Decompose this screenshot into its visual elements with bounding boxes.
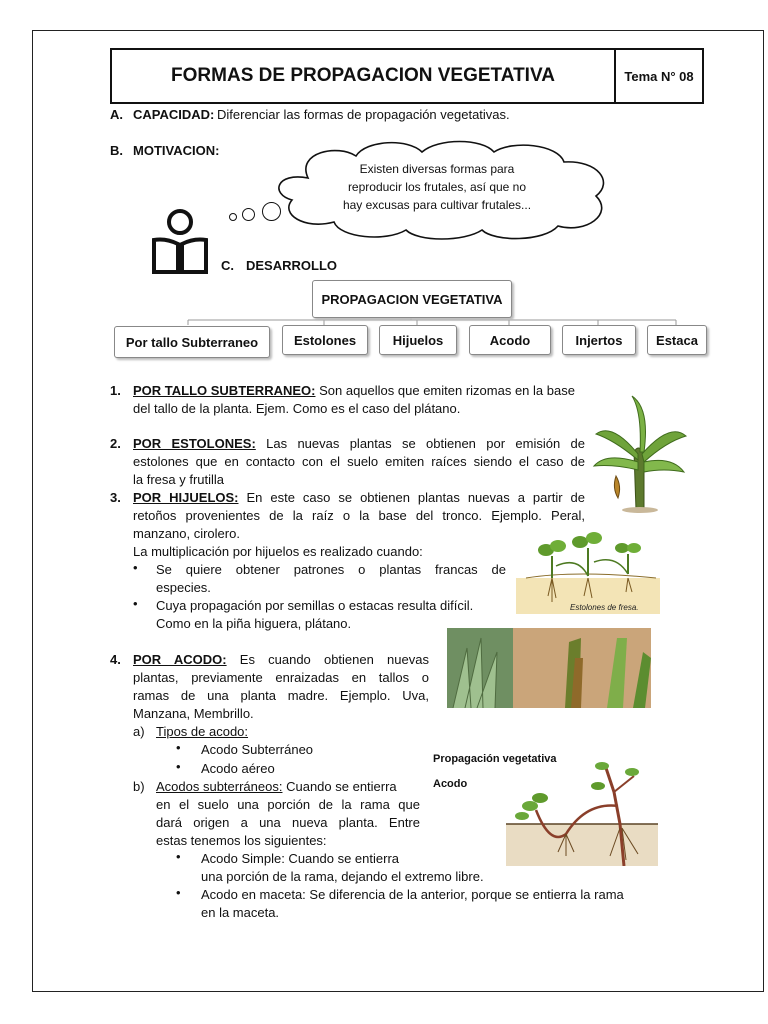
- section-b-letter: B.: [110, 143, 123, 158]
- item4-a-letter: a): [133, 724, 145, 739]
- acodo-type-item: Acodo aéreo: [201, 761, 275, 776]
- item3-label: POR HIJUELOS:: [133, 490, 239, 505]
- item3-line4: La multiplicación por hijuelos es realizado cuando:: [133, 544, 423, 559]
- item3-line3: manzano, cirolero.: [133, 526, 240, 541]
- acodo-type-item: Acodo Subterráneo: [201, 742, 314, 757]
- section-c-letter: C.: [221, 258, 234, 273]
- strawberry-runners-image: [516, 526, 660, 614]
- item3-text: En este caso se obtienen plantas nuevas a partir de: [246, 490, 585, 505]
- page-title: FORMAS DE PROPAGACION VEGETATIVA: [171, 65, 555, 86]
- org-node-hijuelos: Hijuelos: [379, 325, 457, 355]
- item1-label: POR TALLO SUBTERRANEO:: [133, 383, 316, 398]
- item3-line1: [133, 489, 585, 507]
- item4-b-line4: estas tenemos los siguientes:: [156, 833, 327, 848]
- org-node-injertos: Injertos: [562, 325, 636, 355]
- item3-bullet2-line2: Como en la piña higuera, plátano.: [156, 616, 352, 631]
- item4-line2: plantas, previamente enraizadas en tallos o: [133, 670, 429, 685]
- section-a-text: Diferenciar las formas de propagación vegetativas.: [217, 107, 510, 122]
- org-node-tallo: Por tallo Subterraneo: [114, 326, 270, 358]
- cloud-line: reproducir los frutales, así que no: [347, 180, 527, 194]
- cloud-line: hay excusas para cultivar frutales...: [342, 198, 532, 212]
- bullet-dot: •: [176, 885, 181, 900]
- bullet-dot: •: [176, 849, 181, 864]
- acodo-photos-image: [447, 628, 651, 708]
- item3-bullet1-line1: Se quiere obtener patrones o plantas francas de: [156, 562, 506, 577]
- item4-b-text: Cuando se entierra: [286, 779, 397, 794]
- acodo-diagram-title: Propagación vegetativa: [433, 753, 557, 765]
- item4-b-line3: dará origen a una nueva planta. Entre: [156, 815, 420, 830]
- item2-number: 2.: [110, 436, 121, 451]
- item3-number: 3.: [110, 490, 121, 505]
- org-node-estolones: Estolones: [282, 325, 368, 355]
- item3-bullet1-line2: especies.: [156, 580, 211, 595]
- banana-plant-image: [592, 392, 688, 514]
- item4-label: POR ACODO:: [133, 652, 227, 667]
- org-node-estaca: Estaca: [647, 325, 707, 355]
- item4-b-line1: [156, 778, 420, 796]
- item2-label: POR ESTOLONES:: [133, 436, 256, 451]
- item2-text: Las nuevas plantas se obtienen por emisión de: [266, 436, 585, 451]
- sub2-line1: Acodo en maceta: Se diferencia de la anterior, porque se entierra la rama: [201, 887, 624, 902]
- item4-b-letter: b): [133, 779, 145, 794]
- item4-line1: [133, 651, 429, 669]
- section-b-label: MOTIVACION:: [133, 143, 220, 158]
- bullet-dot: •: [133, 596, 138, 611]
- item3-line2: retoños provenientes de la raíz o la base del tronco. Ejemplo. Peral,: [133, 508, 585, 523]
- sub1-line2: una porción de la rama, dejando el extremo libre.: [201, 869, 484, 884]
- section-a-letter: A.: [110, 107, 123, 122]
- acodo-diagram-subtitle: Acodo: [433, 778, 468, 790]
- item3-bullet2-line1: Cuya propagación por semillas o estacas resulta difícil.: [156, 598, 474, 613]
- item1-text: Son aquellos que emiten rizomas en la base: [319, 383, 575, 398]
- item4-b-line2: en el suelo una porción de la rama que: [156, 797, 420, 812]
- item1-line2: del tallo de la planta. Ejem. Como es el caso del plátano.: [133, 401, 461, 416]
- item2-line1: [133, 435, 585, 453]
- org-chart-root: PROPAGACION VEGETATIVA: [312, 280, 512, 318]
- item4-number: 4.: [110, 652, 121, 667]
- item2-line2: estolones que en contacto con el suelo emiten raíces siendo el caso de: [133, 454, 585, 469]
- item1-line1: [133, 382, 585, 400]
- item2-line3: la fresa y frutilla: [133, 472, 225, 487]
- bullet-dot: •: [176, 740, 181, 755]
- item4-b-label: Acodos subterráneos:: [156, 779, 283, 794]
- section-c-label: DESARROLLO: [246, 258, 337, 273]
- item4-a-label: Tipos de acodo:: [156, 724, 249, 739]
- item4-line4: Manzana, Membrillo.: [133, 706, 254, 721]
- acodo-diagram-image: [506, 762, 658, 866]
- bullet-dot: •: [176, 759, 181, 774]
- tema-number: Tema N° 08: [624, 68, 694, 84]
- item4-line3: ramas de una planta madre. Ejemplo. Uva,: [133, 688, 429, 703]
- section-a-label: CAPACIDAD:: [133, 107, 215, 122]
- sub1-line1: Acodo Simple: Cuando se entierra: [201, 851, 400, 866]
- cloud-line: Existen diversas formas para: [359, 162, 515, 176]
- item1-number: 1.: [110, 383, 121, 398]
- strawberry-caption: Estolones de fresa.: [570, 603, 639, 612]
- org-node-acodo: Acodo: [469, 325, 551, 355]
- item4-text: Es cuando obtienen nuevas: [239, 652, 429, 667]
- bullet-dot: •: [133, 560, 138, 575]
- sub2-line2: en la maceta.: [201, 905, 280, 920]
